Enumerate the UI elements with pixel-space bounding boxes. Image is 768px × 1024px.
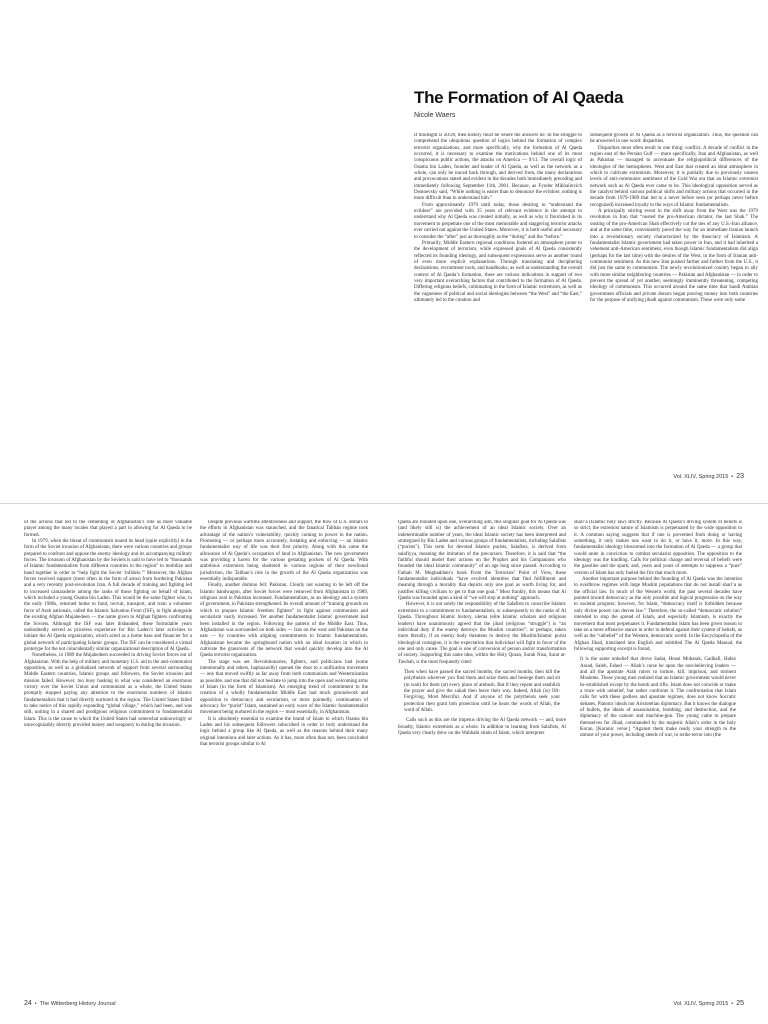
text-column-page24-left bbox=[24, 520, 192, 967]
footer-journal: The Wittenberg History Journal bbox=[39, 1001, 116, 1007]
text-column-page25-left bbox=[398, 520, 566, 967]
paragraph: A principally stirring event in the shift away from the West was the 1979 revolution in Iran that “ousted the pro-American dictator, the last Shah.” The ousting of the pro-American Shah effectively cut the ties of any U.S.-Iran alliance, and at the same time, conveniently paved the way for an immediate Iranian launch into a revolutionary society characterized by the theocracy of Islamism. A fundamentalist Islamic government had taken power in Iran, and it had inherited a vehement anti-American sentiment, even though Islamic fundamentalism did align (perhaps for the last time) with the desires of the West, in the form of Iranian anti-communist sentiment. As this new Iran pushed farther and farther from the U.S., it did just the same to communism. The newly revolutionized country began to ally with more similar neighboring countries — Pakistan and Afghanistan — in order to prevent the spread of yet another, seemingly imminently threatening, competing ideology of communism. This occurred around the same time that Saudi Arabian government officials and private donors began pouring money into both countries for the purpose of unifying jihadi against communism. These were only some bbox=[590, 209, 758, 303]
page-23 bbox=[0, 0, 768, 505]
article-title: The Formation of Al Qaeda bbox=[414, 88, 624, 107]
page-footer-left bbox=[24, 1000, 116, 1007]
text-column-page25-right bbox=[574, 520, 742, 967]
footer-volume: Vol. XLIV, Spring 2015 bbox=[673, 474, 729, 480]
article-author: Nicole Waers bbox=[414, 112, 456, 119]
footer-bullet: • bbox=[731, 474, 734, 480]
paragraph: The stage was set. Revolutionaries, fighters, and politicians had (some intentionally and others, haphazardly) opened the door to a unification movement — one that moved swiftly as far away from both communism and Westernization as possible, and one that did not hesitate to jump into the open and welcoming arms of Islam (in the form of Islamism). An emerging trend of commitment to the creation of a wholly fundamentalist Middle East had much groundwork and opposition to democracy and secularism, or more pointedly, continuation of advocacy for “purist” Islam, sustained an early wave of the Islamic fundamentalist movement being nurtured in the region — most essentially, in Afghanistan. bbox=[200, 659, 368, 716]
paragraph: In 1979, when the threat of communism reared its head (quite explicitly) in the form of the Soviet invasion of Afghanistan, there were various countries and groups prepared to confront and oppose the enemy ideology and its accompanying military forces. The invasion of Afghanistan by the Soviets is said to have led to “thousands of Islamic fundamentalists from different countries in the region” to mobilize and band together in order to “help fight the Soviet ‘infidels.’” Moreover, the Afghan forces received support (most often in the form of arms) from bordering Pakistan and a very recently post-revolution Iran. A full decade of training and fighting led to increased camaraderie among the ranks of those fighting on behalf of Islam, which included a young Osama bin Laden. This would be the same fighter who, in the early 1980s, returned home to fund, recruit, transport, and train a volunteer force of Arab nationals, called the Islamic Salvation Front (ISF), to fight alongside the existing Afghan Mujahedeen — the name given to Afghan fighters confronting the Soviets. Although the ISF was later disbanded, these formidable years undoubtedly served as priceless experience for Bin Laden’s later activities to initiate the Al Qaeda organization, which acted as a home base and financier for a global network of participating Islamic groups. The ISF can be considered a virtual prototype for the not coincidentally similar organizational description of Al Qaeda. bbox=[24, 539, 192, 652]
paragraph: Primarily, Middle Eastern regional conditions fostered an atmosphere prone to the development of terrorism, while expressed goals of Al Qaeda consistently reflected its founding ideology, and subsequent expressions serve as another round of even more explicit explanations. Through translating and deciphering declarations, recruitment tools, and handbooks, as well as understanding the overall context of Al Qaeda’s formation, there are various indications in support of two very important overarching factors that contributed to the formation of Al Qaeda. Differing religious beliefs, culminating in the form of Islamic extremism, as well as the vagueness of political and social ideologies between “the West” and “the East,” ultimately led to the creation and bbox=[414, 240, 582, 303]
paragraph: Despite previous wartime attentiveness and support, the flow of U.S. dollars to the efforts in Afghanistan was staunched, and the fanatical Taliban regime took advantage of the nation’s vulnerability, quickly coming to power in the nation. Promoting — or perhaps more accurately, instating and enforcing — an Islamic fundamentalist way of life was their first priority. Along with this came the allowance of Al Qaeda’s occupation of land in Afghanistan. The new government was providing a haven for the various gestating pockets of Al Qaeda. With ambitious extremists being sheltered in various regions of their newfound jurisdiction, the Taliban’s role in the growth of the Al Qaeda organization was essentially indisputable. bbox=[200, 520, 368, 583]
paragraph: If hindsight is 20/20, then history must be where the answers lie. In the struggle to comprehend the ubiquitous question of logics behind the formation of complex terrorist organizations, and more specifically, why the formation of Al Qaeda occurred, it is necessary to examine the motivations behind one of its most conspicuous public actions, the attacks on America — 9/11. The overall logic of Osama bin Laden, founder and leader of Al Qaeda, as well as the network as a whole, can only be traced back through, and derived from, the many declarations and provocations stated and evident in the decades both immediately preceding and immediately following September 11th, 2001. Because, as Fyodor Mikhailovich Dostoevsky said, “While nothing is easier than to denounce the evildoer, nothing is more difficult than to understand him.” bbox=[414, 133, 582, 202]
paragraph: Another important purpose behind the founding of Al Qaeda was the intention to overthrow regimes with large Muslim populations that do not install shari’a as the official law. In much of the Western world, the past several decades have pointed toward democracy as the only possible and logical progression on the way to societal progress; however, for Islam, “democracy itself is forbidden because only divine power can decree law.” Therefore, the so-called “democratic solution” intended to stop the spread of Islam, and especially Islamism, is exactly the movement that most perpetuates it. Fundamentalist Islam has been given reason to take on a more offensive stance in order to defend against their system of beliefs, as well as the “unbelief” of the Western, democratic world. In the Encyclopedia of the Afghan Jihad, translated into English and subtitled The Al Qaeda Manual, the following supporting excerpt is found, bbox=[574, 577, 742, 652]
text-column-page24-right bbox=[200, 520, 368, 967]
paragraph: However, it is not solely the responsibility of the Salafists to conscribe Islamic extremists to a commitment to fundamentalism, or subsequently to the ranks of Al Qaeda. Throughout Islamic history, ulema (elite Islamic scholars and religious leaders) have unanimously agreed that the jihad (religious “struggle”) is “an individual duty if the enemy destroys the Muslim countries”; or perhaps, taken more literally, if an enemy body threatens to destroy the Muslim/Islamic purist ideological contagion, it is the expectation that individual will fight in favor of the one and only cause. The goal is one of conversion of person and/or transformation of society. Supporting this same idea, within the Holy Quran, Surah Nisa, Surat at-Tawbah, is the most frequently cited: bbox=[398, 602, 566, 665]
block-quote: Then when have passed the sacred months, the sacred months, then kill the polytheists wherever you find them and seize them and besiege them and sit (in wait) for them (at) every place of ambush. But if they repent and establish the prayer and give the zakah then leave their way. Indeed, Allah (is) Oft-Forgiving, Most Merciful. And if anyone of the polytheists seek your protection then grant him protection until he hears the words of Allah, the word of Allah. bbox=[404, 669, 560, 713]
page-footer bbox=[673, 473, 744, 480]
page-number: 23 bbox=[736, 473, 744, 480]
paragraph: Disparities most often result in one thing: conflict. A decade of conflict in the region east of the Persian Gulf — more specifically, Iran and Afghanistan, as well as Pakistan — managed to accentuate the religiopolitical differences of the ideologies of the hemispheres. West and East that created an ideal atmosphere in which to cultivate extremism. Moreover, it is partially due to previously unseen levels of anti-communist sentiment of the Cold War era that an Islamic extremist network such as Al Qaeda ever came to be. This ideological opposition served as the catalyst behind various political shifts and military actions that occurred in the decade from 1979-1989 that led to a never before seen (or perhaps never before recognized) increased loyalty to the ways of Islamic fundamentalism. bbox=[590, 145, 758, 208]
block-quote: It is the same unbelief that drove Sadat, Hosni Mubarak, Gadhafi, Hafez Assad, Saleh, Fahed — Allah’s curse be upon the non-believing leaders — and all the apostate Arab rulers to torture, kill, imprison, and torment Moslems. These young men realized that an Islamic government would never be established except by the bomb and rifle. Islam does not coincide or make a truce with unbelief, but rather confronts it. The confrontation that Islam calls for with these godless and apostate regimes, does not know Socratic debates, Platonic ideals nor Aristotelian diplomacy. But it knows the dialogue of bullets, the ideals of assassination, bombing, and destruction, and the diplomacy of the cannon and machine-gun. The young came to prepare themselves for Jihad, commanded by the majestic Allah’s order in the holy Koran. [Koranic verse:] “Against them make ready your strength to the utmost of your power, including steeds of war, to strike terror into (the bbox=[580, 657, 736, 739]
text-column-top-right bbox=[590, 133, 758, 486]
paragraph: Qaeda are founded upon one, overarching aim, this singular goal for Al Qaeda was (and likely still is) the achievement of an ideal Islamic society. Over an indeterminable number of years, the ideal Islamic society has been interpreted and strategized by Bin Laden and various groups of fundamentalists, including Salafists (“purists”). This term for devoted Islamic purists, Salafists, is derived from salafiyya, meaning the imitation of the precursors. Therefore, it is said that “the faithful should model their actions on the Prophet and his Companions who founded the ideal Islamic community” of an age long since passed. According to Fathah M. Moghaddam’s book From the Terrorists’ Point of View, these fundamentalist individuals “have evolved identities that find fulfillment and meaning through a morality that depicts only one goal as worth living for, and justifies killing civilians to get to that one goal.” Most frankly, this means that Al Qaeda was founded upon a kind of “we will stop at nothing” approach. bbox=[398, 520, 566, 602]
paragraph: Finally, another domino fell: Pakistan. Clearly not wanting to be left off the Islamic bandwagon, after Soviet forces were removed from Afghanistan in 1989, religious zeal in Pakistan increased. Fundamentalism, as an ideology and a system of government, in Pakistan strengthened. Its overall amount of “training grounds on which to prepare Islamic freedom fighters” to fight against communism and secularism vastly increased. Yet another fundamentalist Islamic government had been installed in the region. Following the pattern of the Middle East. Thus, Afghanistan was surrounded on both sides — Iran on the west and Pakistan on the east — by countries with aligning commitments to Islamic fundamentalism. Afghanistan became the springboard nation with an ideal location in which to cultivate the grassroots of the network that would quickly develop into the Al Qaeda terrorist organization. bbox=[200, 583, 368, 659]
page-footer-right bbox=[673, 1000, 744, 1007]
footer-volume: Vol. XLIV, Spring 2015 bbox=[673, 1001, 729, 1007]
paragraph: subsequent growth of Al Qaeda as a terrorist organization. Thus, the question can be answered in one word: disparities. bbox=[590, 133, 758, 145]
paragraph: Calls such as this are the impetus driving the Al Qaeda network — and, more broadly, Islamic extremists as a whole. In addition to learning from Salafists, Al Qaeda very clearly drew on the Wahhabi strain of Islam, which interprets bbox=[398, 718, 566, 736]
footer-bullet: • bbox=[34, 1001, 37, 1007]
footer-bullet: • bbox=[731, 1001, 734, 1007]
paragraph: Nonetheless, in 1989 the Mujahedeen succeeded in driving Soviet forces out of Afghanistan. With the help of military and monetary U.S. aid to the anti-communist opposition, as well as a globalized network of support from several surrounding Middle Eastern countries, Islamic groups and followers, the Soviet invasion and mission failed. However, too busy basking in what was considered an enormous victory over the Soviet Union and communism as a whole, the United States promptly stopped paying any attention to the enormous numbers of Islamic fundamentalists that it had directly nurtured in the region. The United States failed to take notice of this rapidly expanding “global village,” which had been, and was still, uniting in a shared and prodigious religious commitment to fundamentalist Islam. This is the cause to which the United States had somewhat unknowingly or unrecognizably directly provided money and weaponry to during the invasion. bbox=[24, 653, 192, 728]
paragraph: shari’a (Islamic holy law) strictly. Because Al Qaeda’s driving system of beliefs is so strict, the extremist nature of Islamism is perpetuated by the wide opposition to it. A common saying suggests that if one is prevented from doing or having something, it only makes one want to do it, or have it, more. In this way, fundamentalist ideology blossomed into the formation of Al Qaeda — a group that would unite in conviction to combat secularist opposition. The opposition to the ideology was the kindling. Calls for political change and reversal of beliefs were the gasoline and the spark; and, years and years of attempts to suppress a “pure” version of Islam has only fueled the fire that much more. bbox=[574, 520, 742, 576]
page-number: 24 bbox=[24, 1000, 32, 1007]
paragraph: From approximately 1979 until today, those desiring to “understand the evildoer” are provided with 35 years of relevant evidence in the attempt to understand why Al Qaeda was created initially, as well as why it flourished in its movement to perpetrate one of the most memorable and staggering terrorist attacks ever carried out against the United States. Moreover, it is both useful and necessary to consider the “after” just as thoroughly as the “during” and the “before.” bbox=[414, 202, 582, 240]
page-number: 25 bbox=[736, 1000, 744, 1007]
paragraph: It is absolutely essential to examine the brand of Islam to which Osama bin Laden and his subsequent followers subscribed in order to truly understand the logic behind a group like Al Qaeda, as well as the reasons behind their many original intentions and later actions. As it has, more often than not, been concluded that terrorist groups similar to Al bbox=[200, 716, 368, 748]
text-column-top-left bbox=[414, 133, 582, 486]
paragraph: of the actions that led to the cementing of Afghanistan’s role as most valuable player among the many locales that played a part in allowing for Al Qaeda to be formed. bbox=[24, 520, 192, 538]
